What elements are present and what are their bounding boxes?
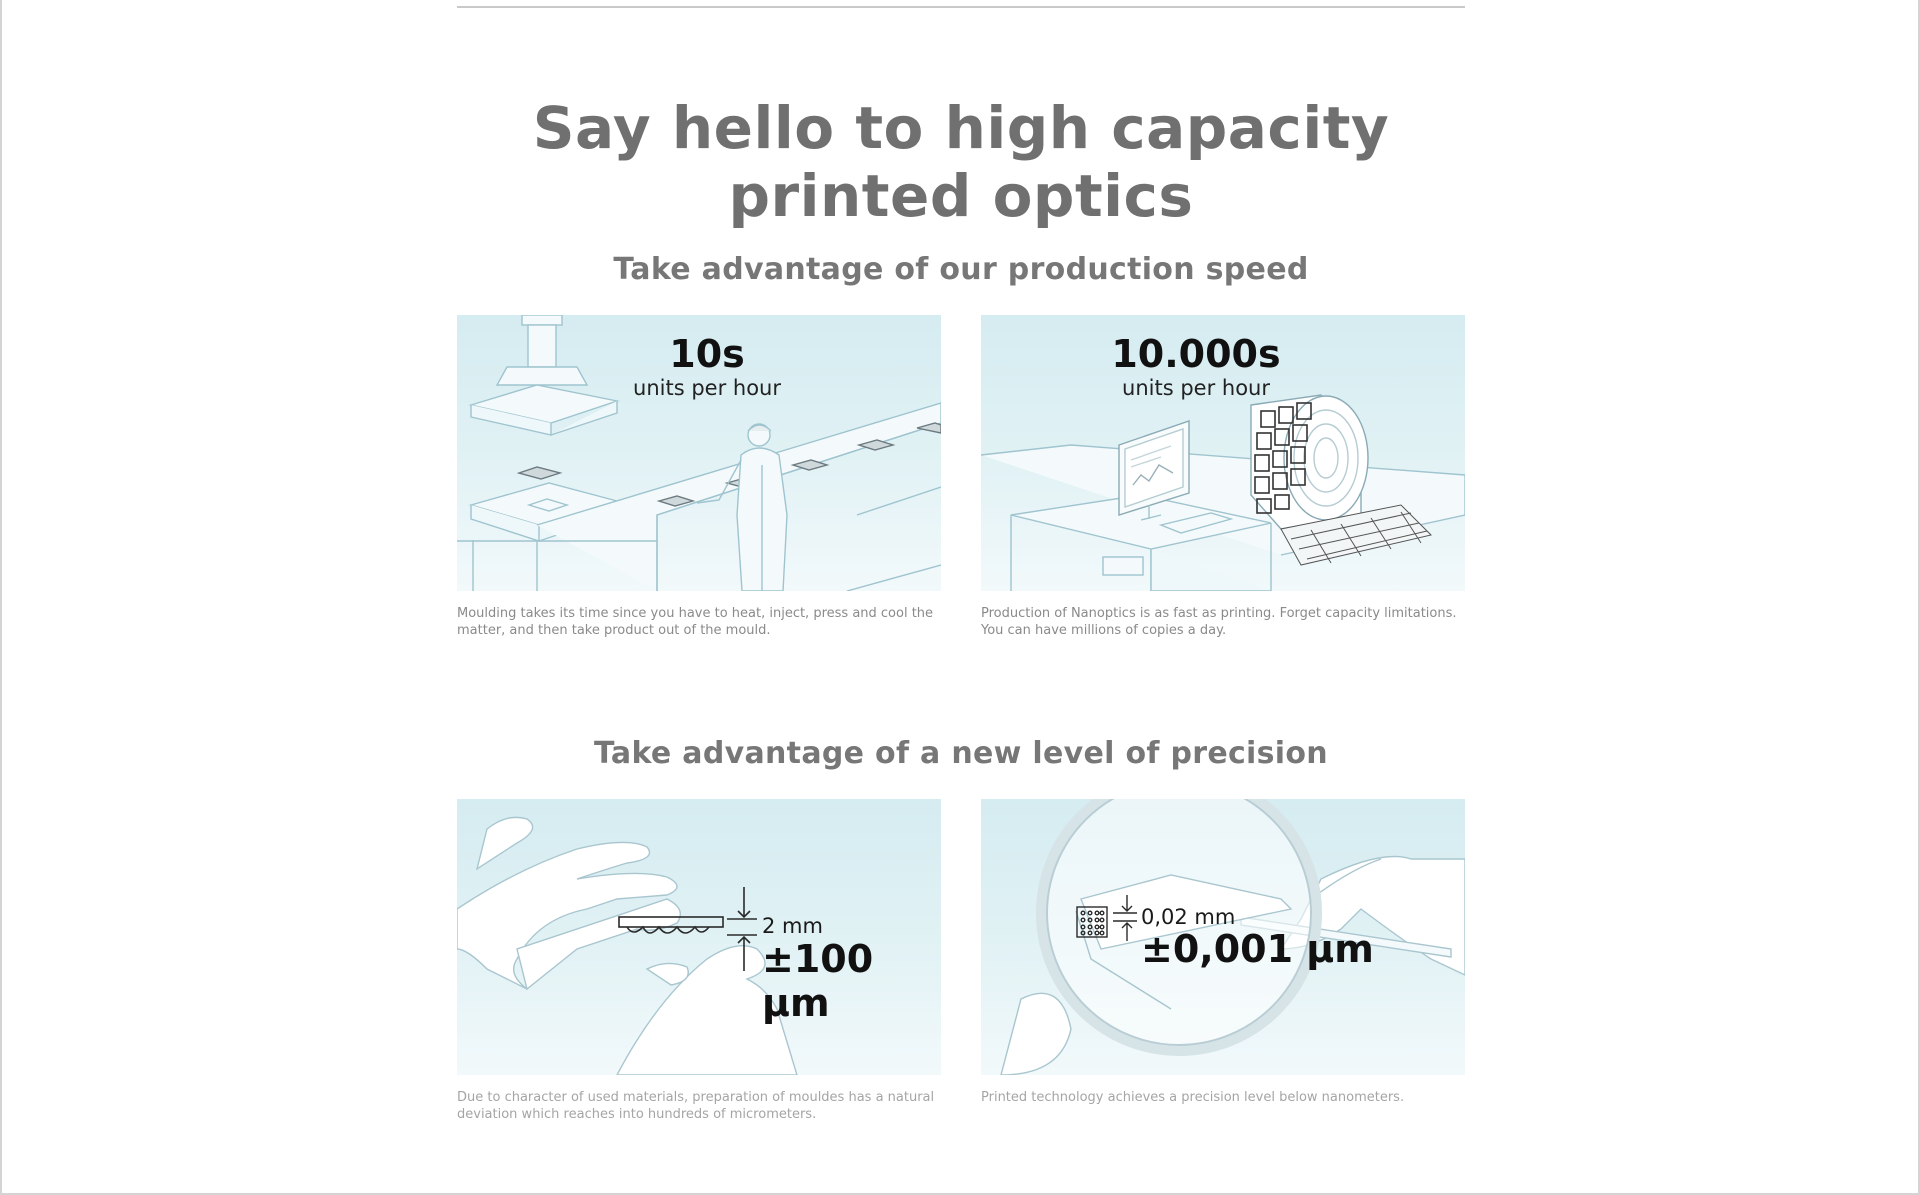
printing-rate-unit: units per hour: [1122, 376, 1270, 400]
mould-dimension: 2 mm: [762, 914, 823, 938]
moulding-rate: [607, 333, 807, 401]
precision-section-title: Take advantage of a new level of precision: [594, 736, 1328, 771]
moulding-rate-value: 10s: [669, 332, 745, 376]
printed-precision-card: [981, 799, 1465, 1075]
printed-dimension: 0,02 mm: [1141, 905, 1236, 929]
page-headline: [457, 94, 1465, 230]
printing-rate-value: 10.000s: [1111, 332, 1281, 376]
moulding-rate-unit: units per hour: [633, 376, 781, 400]
mould-tolerance: ±100 µm: [762, 937, 874, 1025]
headline-line-1: Say hello to high capacity: [532, 94, 1390, 162]
mould-precision-caption: Due to character of used materials, preparation of mouldes has a natural deviation which reaches into hundreds of micrometers.: [457, 1090, 935, 1122]
speed-section-title: Take advantage of our production speed: [613, 252, 1309, 287]
printing-caption: Production of Nanoptics is as fast as printing. Forget capacity limitations. You can have millions of copies a day.: [981, 606, 1457, 638]
mould-precision-card: [457, 799, 941, 1075]
printed-precision-caption: Printed technology achieves a precision level below nanometers.: [981, 1090, 1405, 1105]
printing-rate: [1076, 333, 1316, 401]
printed-tolerance: ±0,001 µm: [1141, 927, 1374, 971]
printing-illustration-card: [981, 315, 1465, 591]
moulding-illustration-card: [457, 315, 941, 591]
top-divider: [457, 6, 1465, 8]
headline-line-2: printed optics: [728, 162, 1194, 230]
moulding-caption: Moulding takes its time since you have to heat, inject, press and cool the matter, and then take product out of the mould.: [457, 606, 934, 638]
